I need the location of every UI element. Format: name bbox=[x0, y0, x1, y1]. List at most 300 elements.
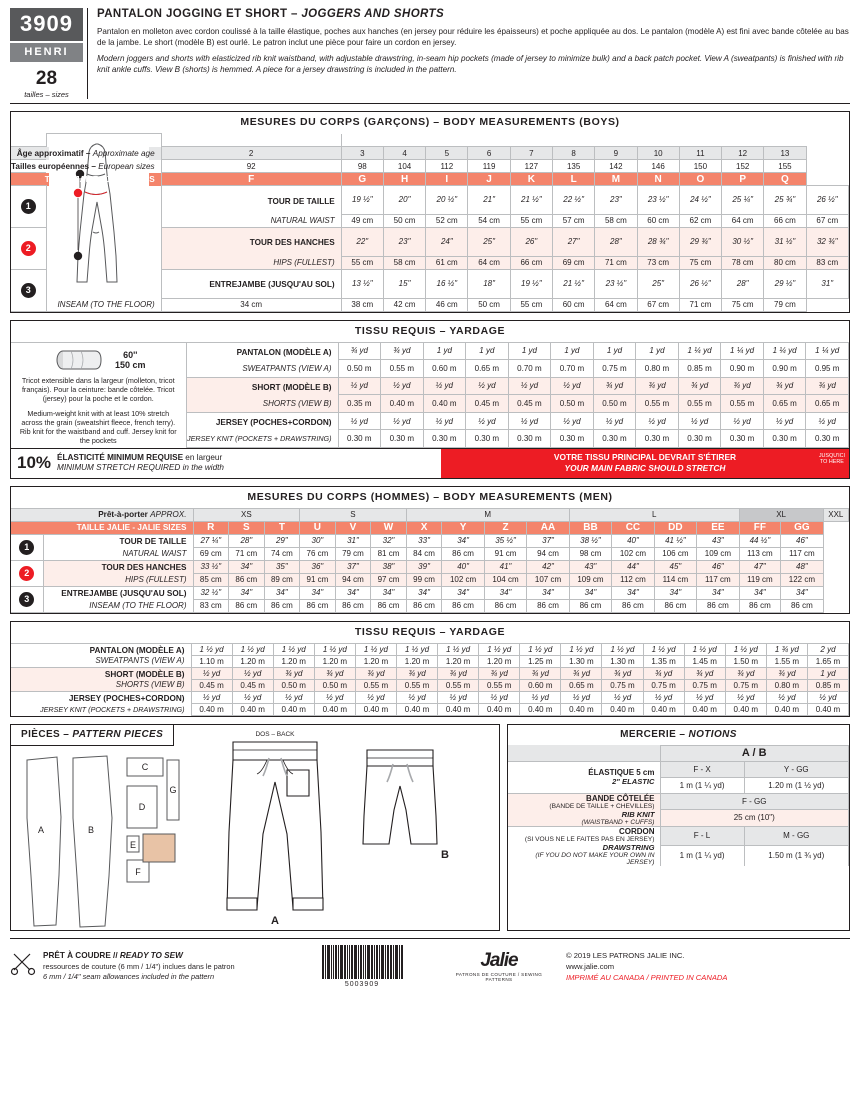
men-jalie-7: Y bbox=[442, 521, 484, 534]
men-jalie-label: TAILLE JALIE - JALIE SIZES bbox=[11, 521, 193, 534]
boys-row-1-label-en: HIPS (FULLEST) bbox=[273, 257, 335, 267]
boys-age-2: 4 bbox=[383, 147, 425, 160]
byard-1-met-7: 0.55 m bbox=[636, 395, 679, 413]
byard-2-met-5: 0.30 m bbox=[551, 430, 594, 448]
boys-jalie-1: G bbox=[341, 173, 383, 186]
boys-jalie-5: K bbox=[510, 173, 552, 186]
myard-2-label-en: JERSEY KNIT (POCKETS + DRAWSTRING) bbox=[39, 704, 185, 714]
men-row-0-imp-3: 30" bbox=[300, 534, 336, 547]
byard-1-label-fr: SHORT (MODÈLE B) bbox=[186, 377, 338, 395]
myard-1-met-6: 0.55 m bbox=[438, 679, 479, 691]
men-row-2-imp-4: 34" bbox=[335, 586, 371, 599]
stretch-percent: 10% bbox=[17, 453, 52, 473]
boys-row-1-imp-5: 27" bbox=[552, 227, 594, 256]
boys-row-2-met-10: 75 cm bbox=[722, 298, 764, 311]
myard-2-met-12: 0.40 m bbox=[684, 703, 725, 715]
notion-0-head-0: F - X bbox=[660, 761, 744, 777]
measure-badge-1: 1 bbox=[21, 199, 36, 214]
men-row-2-met-2: 86 cm bbox=[264, 599, 300, 612]
ready-en: READY TO SEW bbox=[119, 951, 183, 961]
table-row bbox=[11, 573, 849, 586]
table-row bbox=[508, 793, 849, 810]
myard-0-imp-8: 1 ½ yd bbox=[520, 643, 561, 655]
fabric-note-en: Medium-weight knit with at least 10% stretch across the grain (sweatshirt fleece, french terry). Rib knit for the waistband and cuff. Jersey knit for the pockets bbox=[19, 408, 177, 445]
men-measure-badge-2: 2 bbox=[19, 566, 34, 581]
myard-2-imp-14: ½ yd bbox=[766, 691, 807, 703]
men-row-0-imp-14: 44 ½" bbox=[739, 534, 781, 547]
byard-2-met-6: 0.30 m bbox=[593, 430, 636, 448]
men-rtw-4: XL bbox=[739, 508, 823, 521]
myard-2-imp-3: ½ yd bbox=[314, 691, 355, 703]
men-measure-badge-1: 1 bbox=[19, 540, 34, 555]
boys-row-1-met-8: 75 cm bbox=[679, 256, 721, 269]
myard-0-met-5: 1.20 m bbox=[396, 655, 437, 667]
boys-euro-0: 92 bbox=[161, 160, 341, 173]
svg-text:C: C bbox=[141, 761, 149, 772]
men-row-1-imp-12: 45" bbox=[654, 560, 696, 573]
boys-row-2-met-1: 38 cm bbox=[341, 298, 383, 311]
byard-1-met-5: 0.50 m bbox=[551, 395, 594, 413]
myard-1-met-0: 0.45 m bbox=[191, 679, 232, 691]
notion-2-label-en: DRAWSTRING bbox=[602, 842, 655, 852]
notion-2-sub-en: (IF YOU DO NOT MAKE YOUR OWN IN JERSEY) bbox=[535, 851, 655, 866]
boys-row-2-imp-0: 13 ½" bbox=[341, 269, 383, 298]
boys-age-label-fr: Âge approximatif – bbox=[16, 148, 93, 158]
byard-0-imp-7: 1 yd bbox=[636, 342, 679, 360]
myard-1-imp-5: ¾ yd bbox=[396, 667, 437, 679]
men-jalie-4: V bbox=[335, 521, 371, 534]
byard-1-imp-6: ¾ yd bbox=[593, 377, 636, 395]
men-row-1-imp-5: 38" bbox=[371, 560, 407, 573]
notion-1-head-0: F - GG bbox=[660, 793, 849, 810]
boys-row-1-met-1: 58 cm bbox=[383, 256, 425, 269]
notion-1-label-en: RIB KNIT bbox=[621, 809, 655, 819]
pattern-number: 3909 bbox=[10, 8, 83, 41]
byard-1-met-3: 0.45 m bbox=[466, 395, 509, 413]
myard-2-imp-11: ½ yd bbox=[643, 691, 684, 703]
boys-euro-6: 135 bbox=[552, 160, 594, 173]
byard-1-met-11: 0.65 m bbox=[806, 395, 849, 413]
boys-jalie-6: L bbox=[552, 173, 594, 186]
boys-row-1-imp-0: 22" bbox=[341, 227, 383, 256]
men-row-2-imp-1: 34" bbox=[229, 586, 265, 599]
svg-text:A: A bbox=[37, 824, 45, 835]
myard-0-met-2: 1.20 m bbox=[273, 655, 314, 667]
myard-1-imp-3: ¾ yd bbox=[314, 667, 355, 679]
boys-row-1-imp-8: 29 ¾" bbox=[679, 227, 721, 256]
myard-2-met-10: 0.40 m bbox=[602, 703, 643, 715]
myard-0-imp-13: 1 ½ yd bbox=[725, 643, 766, 655]
byard-1-imp-10: ¾ yd bbox=[763, 377, 806, 395]
barcode-number: 5003909 bbox=[344, 980, 380, 988]
byard-0-met-8: 0.85 m bbox=[678, 360, 721, 378]
boys-row-0-met-6: 58 cm bbox=[595, 214, 637, 227]
men-rtw-2: M bbox=[406, 508, 569, 521]
men-row-1-imp-6: 39" bbox=[406, 560, 442, 573]
men-yardage-title: TISSU REQUIS – YARDAGE bbox=[354, 625, 506, 638]
myard-2-imp-10: ½ yd bbox=[602, 691, 643, 703]
header-right bbox=[88, 8, 850, 99]
boys-jalie-9: O bbox=[679, 173, 721, 186]
notion-1-label-fr: BANDE CÔTELÉE bbox=[586, 793, 655, 803]
myard-0-imp-4: 1 ½ yd bbox=[355, 643, 396, 655]
men-row-0-met-6: 84 cm bbox=[406, 547, 442, 560]
notions-table bbox=[508, 745, 849, 866]
boys-jalie-7: M bbox=[595, 173, 637, 186]
men-row-0-met-14: 113 cm bbox=[739, 547, 781, 560]
men-row-1-met-7: 102 cm bbox=[442, 573, 484, 586]
men-row-2-met-12: 86 cm bbox=[654, 599, 696, 612]
pieces-title-fr: PIÈCES – bbox=[21, 728, 73, 740]
table-row bbox=[11, 586, 849, 599]
byard-2-imp-7: ½ yd bbox=[636, 412, 679, 430]
notion-2-sub-fr: (SI VOUS NE LE FAITES PAS EN JERSEY) bbox=[524, 835, 655, 843]
byard-1-met-2: 0.40 m bbox=[423, 395, 466, 413]
notions-ab-label: A / B bbox=[660, 745, 849, 761]
ready-to-sew bbox=[10, 950, 280, 981]
boys-age-6: 8 bbox=[552, 147, 594, 160]
myard-0-met-1: 1.20 m bbox=[232, 655, 273, 667]
myard-1-met-4: 0.55 m bbox=[355, 679, 396, 691]
boys-row-2-imp-8: 26 ½" bbox=[679, 269, 721, 298]
men-rtw-row bbox=[11, 508, 849, 521]
notions-ab-row bbox=[508, 745, 849, 761]
byard-2-met-9: 0.30 m bbox=[721, 430, 764, 448]
men-row-2-imp-12: 34" bbox=[654, 586, 696, 599]
men-row-1-met-6: 99 cm bbox=[406, 573, 442, 586]
myard-0-imp-12: 1 ½ yd bbox=[684, 643, 725, 655]
boys-row-1-imp-10: 31 ½" bbox=[764, 227, 806, 256]
boys-row-1-imp-9: 30 ½" bbox=[722, 227, 764, 256]
byard-0-met-11: 0.95 m bbox=[806, 360, 849, 378]
notion-0-head-1: Y - GG bbox=[744, 761, 848, 777]
men-row-1-met-0: 85 cm bbox=[193, 573, 229, 586]
myard-1-imp-7: ¾ yd bbox=[479, 667, 520, 679]
myard-1-imp-11: ¾ yd bbox=[643, 667, 684, 679]
byard-1-met-8: 0.55 m bbox=[678, 395, 721, 413]
boys-row-2-met-5: 55 cm bbox=[510, 298, 552, 311]
byard-0-imp-1: ¾ yd bbox=[381, 342, 424, 360]
pattern-name: HENRI bbox=[10, 43, 83, 62]
men-row-0-met-5: 81 cm bbox=[371, 547, 407, 560]
boys-row-2-imp-11: 31" bbox=[806, 269, 848, 298]
boys-row-2-met-0: 34 cm bbox=[161, 298, 341, 311]
boys-euro-5: 127 bbox=[510, 160, 552, 173]
myard-2-met-6: 0.40 m bbox=[438, 703, 479, 715]
seam-fr: ressources de couture (6 mm / 1/4") inclues dans le patron bbox=[43, 961, 235, 971]
boys-row-2-label-en: INSEAM (TO THE FLOOR) bbox=[57, 299, 155, 309]
men-row-0-imp-11: 40" bbox=[612, 534, 654, 547]
boys-measurements-block bbox=[10, 111, 850, 313]
myard-1-imp-4: ¾ yd bbox=[355, 667, 396, 679]
notion-2-head-1: M - GG bbox=[744, 826, 848, 846]
description-fr: Pantalon en molleton avec cordon coulissé à la taille élastique, poches aux hanches (en jersey pour réduire les épaisseurs) et poche appliquée au dos. Le pantalon (modèle A) est fini avec bande côtelée au bas de la jambe. Le short (modèle B) est ourlé. Le patron inclut une pièce pour faire un cordon en jersey. bbox=[97, 27, 849, 47]
men-row-2-imp-0: 32 ½" bbox=[193, 586, 229, 599]
boys-row-0-imp-8: 24 ½" bbox=[679, 186, 721, 215]
myard-0-met-13: 1.50 m bbox=[725, 655, 766, 667]
myard-2-met-14: 0.40 m bbox=[766, 703, 807, 715]
boys-row-1-met-4: 66 cm bbox=[510, 256, 552, 269]
men-row-0-met-15: 117 cm bbox=[781, 547, 823, 560]
men-row-0-met-12: 106 cm bbox=[654, 547, 696, 560]
boys-jalie-10: P bbox=[722, 173, 764, 186]
table-row bbox=[11, 679, 849, 691]
byard-1-met-4: 0.45 m bbox=[508, 395, 551, 413]
svg-text:G: G bbox=[169, 784, 177, 795]
men-row-2-met-10: 86 cm bbox=[569, 599, 611, 612]
boys-age-5: 7 bbox=[510, 147, 552, 160]
men-row-0-imp-12: 41 ½" bbox=[654, 534, 696, 547]
boys-age-4: 6 bbox=[468, 147, 510, 160]
boys-row-2-met-9: 71 cm bbox=[679, 298, 721, 311]
table-row bbox=[11, 691, 849, 703]
men-jalie-8: Z bbox=[484, 521, 526, 534]
men-row-2-met-13: 86 cm bbox=[697, 599, 739, 612]
joggers-illustration bbox=[205, 728, 345, 928]
boys-measurements-table bbox=[11, 133, 849, 312]
boys-row-1-imp-6: 28" bbox=[595, 227, 637, 256]
myard-2-imp-6: ½ yd bbox=[438, 691, 479, 703]
boys-row-0-met-8: 62 cm bbox=[679, 214, 721, 227]
men-row-1-imp-11: 44" bbox=[612, 560, 654, 573]
men-measure-badge-3: 3 bbox=[19, 592, 34, 607]
men-measurements-table bbox=[11, 508, 849, 613]
boys-row-2-met-6: 60 cm bbox=[552, 298, 594, 311]
men-rtw-3: L bbox=[569, 508, 739, 521]
logo-text: Jalie bbox=[480, 950, 518, 971]
myard-2-met-7: 0.40 m bbox=[479, 703, 520, 715]
men-row-0-imp-0: 27 ¼" bbox=[193, 534, 229, 547]
svg-text:D: D bbox=[138, 801, 146, 812]
notion-2-val-1: 1.50 m (1 ¾ yd) bbox=[744, 846, 848, 866]
boys-row-2-imp-5: 21 ½" bbox=[552, 269, 594, 298]
myard-2-imp-9: ½ yd bbox=[561, 691, 602, 703]
notion-2-val-0: 1 m (1 ¼ yd) bbox=[660, 846, 744, 866]
myard-0-met-15: 1.65 m bbox=[807, 655, 848, 667]
myard-0-label-en: SWEATPANTS (VIEW A) bbox=[95, 656, 185, 666]
myard-2-imp-15: ½ yd bbox=[807, 691, 848, 703]
boys-row-2-met-4: 50 cm bbox=[468, 298, 510, 311]
men-row-2-imp-2: 34" bbox=[264, 586, 300, 599]
boys-row-2-met-2: 42 cm bbox=[383, 298, 425, 311]
men-jalie-row bbox=[11, 521, 849, 534]
men-row-0-met-7: 86 cm bbox=[442, 547, 484, 560]
men-row-1-imp-10: 43" bbox=[569, 560, 611, 573]
boys-row-0-imp-2: 20 ½" bbox=[426, 186, 468, 215]
boys-euro-label-en: European sizes bbox=[98, 161, 155, 171]
byard-2-imp-2: ½ yd bbox=[423, 412, 466, 430]
byard-1-met-0: 0.35 m bbox=[338, 395, 381, 413]
men-row-0-met-4: 79 cm bbox=[335, 547, 371, 560]
men-row-1-imp-4: 37" bbox=[335, 560, 371, 573]
men-row-1-imp-2: 35" bbox=[264, 560, 300, 573]
byard-2-imp-10: ½ yd bbox=[763, 412, 806, 430]
myard-1-met-2: 0.50 m bbox=[273, 679, 314, 691]
men-jalie-9: AA bbox=[527, 521, 569, 534]
byard-0-imp-2: 1 yd bbox=[423, 342, 466, 360]
stretch-en: MINIMUM STRETCH REQUIRED in the width bbox=[57, 463, 224, 473]
men-rtw-label-en: APPROX. bbox=[150, 510, 187, 519]
bottom-section bbox=[10, 724, 850, 931]
boys-row-2-imp-10: 29 ½" bbox=[764, 269, 806, 298]
men-row-2-met-3: 86 cm bbox=[300, 599, 336, 612]
boys-age-1: 3 bbox=[341, 147, 383, 160]
boys-euro-10: 152 bbox=[722, 160, 764, 173]
myard-0-imp-5: 1 ½ yd bbox=[396, 643, 437, 655]
men-row-2-met-5: 86 cm bbox=[371, 599, 407, 612]
myard-1-met-15: 0.85 m bbox=[807, 679, 848, 691]
footer bbox=[10, 938, 850, 988]
men-jalie-6: X bbox=[406, 521, 442, 534]
boys-row-1-met-5: 69 cm bbox=[552, 256, 594, 269]
men-row-2-label-en: INSEAM (TO THE FLOOR) bbox=[89, 600, 187, 610]
byard-0-imp-8: 1 ¼ yd bbox=[678, 342, 721, 360]
byard-2-imp-9: ½ yd bbox=[721, 412, 764, 430]
byard-2-met-0: 0.30 m bbox=[338, 430, 381, 448]
boys-row-0-imp-3: 21" bbox=[468, 186, 510, 215]
boys-row-2-met-11: 79 cm bbox=[764, 298, 806, 311]
description-en: Modern joggers and shorts with elasticized rib knit waistband, with adjustable drawstring, in-seam hip pockets (made of jersey to minimize bulk) and a back patch pocket. View A (sweatpants) is finished with rib knit ankle cuffs. View B (shorts) is hemmed. A piece for a jersey drawstring is included in the pattern. bbox=[97, 54, 844, 75]
byard-2-label-en: JERSEY KNIT (POCKETS + DRAWSTRING) bbox=[186, 433, 332, 443]
boys-measurements-title: MESURES DU CORPS (GARÇONS) – BODY MEASUREMENTS (BOYS) bbox=[240, 116, 620, 128]
boys-age-3: 5 bbox=[426, 147, 468, 160]
notion-0-val-0: 1 m (1 ¼ yd) bbox=[660, 777, 744, 793]
stretch-marker-en: TO HERE bbox=[819, 459, 844, 466]
myard-0-imp-11: 1 ½ yd bbox=[643, 643, 684, 655]
byard-2-met-8: 0.30 m bbox=[678, 430, 721, 448]
myard-2-met-11: 0.40 m bbox=[643, 703, 684, 715]
myard-0-imp-3: 1 ½ yd bbox=[314, 643, 355, 655]
barcode bbox=[292, 945, 432, 988]
men-jalie-5: W bbox=[371, 521, 407, 534]
stretch-left bbox=[11, 449, 441, 478]
notions-panel bbox=[507, 724, 850, 931]
shorts-illustration bbox=[345, 740, 455, 900]
myard-0-imp-14: 1 ¾ yd bbox=[766, 643, 807, 655]
boys-row-0-label-en: NATURAL WAIST bbox=[270, 216, 335, 226]
stretch-bar bbox=[11, 448, 849, 478]
myard-0-met-7: 1.20 m bbox=[479, 655, 520, 667]
men-jalie-2: T bbox=[264, 521, 300, 534]
myard-2-imp-8: ½ yd bbox=[520, 691, 561, 703]
men-row-2-imp-8: 34" bbox=[484, 586, 526, 599]
byard-1-met-10: 0.65 m bbox=[763, 395, 806, 413]
men-row-0-imp-2: 29" bbox=[264, 534, 300, 547]
myard-1-met-14: 0.80 m bbox=[766, 679, 807, 691]
myard-0-met-0: 1.10 m bbox=[191, 655, 232, 667]
boys-row-0-imp-1: 20" bbox=[383, 186, 425, 215]
myard-0-met-4: 1.20 m bbox=[355, 655, 396, 667]
table-row bbox=[11, 134, 849, 147]
table-row bbox=[11, 655, 849, 667]
boys-row-0-met-5: 57 cm bbox=[552, 214, 594, 227]
table-row bbox=[11, 534, 849, 547]
website[interactable]: www.jalie.com bbox=[566, 961, 615, 971]
boys-row-1-imp-1: 23" bbox=[383, 227, 425, 256]
myard-1-met-12: 0.75 m bbox=[684, 679, 725, 691]
men-row-1-label-fr: TOUR DES HANCHES bbox=[43, 560, 193, 573]
byard-0-label-en: SWEATPANTS (VIEW A) bbox=[242, 363, 332, 373]
stretch-fr-bold: ÉLASTICITÉ MINIMUM REQUISE bbox=[57, 453, 184, 462]
myard-2-met-8: 0.40 m bbox=[520, 703, 561, 715]
men-jalie-10: BB bbox=[569, 521, 611, 534]
myard-0-label-fr: PANTALON (MODÈLE A) bbox=[11, 643, 191, 655]
men-row-2-met-11: 86 cm bbox=[612, 599, 654, 612]
men-row-0-met-9: 94 cm bbox=[527, 547, 569, 560]
men-row-2-met-1: 86 cm bbox=[229, 599, 265, 612]
myard-2-met-15: 0.40 m bbox=[807, 703, 848, 715]
myard-2-imp-4: ½ yd bbox=[355, 691, 396, 703]
measure-badge-3: 3 bbox=[21, 283, 36, 298]
boys-jalie-label: TAILLE JALIE - JALIE SIZES bbox=[11, 173, 161, 186]
byard-0-met-4: 0.70 m bbox=[508, 360, 551, 378]
stretch-marker-fr: JUSQU'ICI bbox=[818, 453, 845, 459]
myard-0-imp-0: 1 ½ yd bbox=[191, 643, 232, 655]
boys-row-1-imp-4: 26" bbox=[510, 227, 552, 256]
notion-1-val-0: 25 cm (10") bbox=[660, 810, 849, 827]
men-row-1-met-4: 94 cm bbox=[335, 573, 371, 586]
myard-1-label-fr: SHORT (MODÈLE B) bbox=[11, 667, 191, 679]
byard-0-imp-6: 1 yd bbox=[593, 342, 636, 360]
men-row-1-label-en: HIPS (FULLEST) bbox=[125, 574, 187, 584]
title-en: JOGGERS AND SHORTS bbox=[301, 8, 445, 20]
myard-2-imp-0: ½ yd bbox=[191, 691, 232, 703]
table-row bbox=[11, 342, 849, 360]
men-row-1-met-12: 114 cm bbox=[654, 573, 696, 586]
men-row-1-met-13: 117 cm bbox=[697, 573, 739, 586]
men-row-1-met-8: 104 cm bbox=[484, 573, 526, 586]
men-row-0-imp-6: 33" bbox=[406, 534, 442, 547]
myard-0-imp-7: 1 ½ yd bbox=[479, 643, 520, 655]
page-title bbox=[97, 8, 850, 20]
byard-0-label-fr: PANTALON (MODÈLE A) bbox=[186, 342, 338, 360]
men-row-2-imp-14: 34" bbox=[739, 586, 781, 599]
stretch-banner bbox=[441, 449, 849, 478]
copyright: © 2019 LES PATRONS JALIE INC. bbox=[566, 950, 685, 960]
header bbox=[10, 8, 850, 104]
byard-1-imp-0: ½ yd bbox=[338, 377, 381, 395]
myard-0-imp-1: 1 ½ yd bbox=[232, 643, 273, 655]
boys-row-1-met-7: 73 cm bbox=[637, 256, 679, 269]
header-left bbox=[10, 8, 88, 99]
myard-0-met-9: 1.30 m bbox=[561, 655, 602, 667]
notion-1-sub-fr: (BANDE DE TAILLE + CHEVILLES) bbox=[549, 802, 655, 810]
byard-2-imp-4: ½ yd bbox=[508, 412, 551, 430]
boys-row-2-label-fr: ENTREJAMBE (JUSQU'AU SOL) bbox=[209, 280, 335, 290]
myard-0-met-10: 1.30 m bbox=[602, 655, 643, 667]
myard-2-met-4: 0.40 m bbox=[355, 703, 396, 715]
byard-2-met-7: 0.30 m bbox=[636, 430, 679, 448]
myard-1-imp-15: 1 yd bbox=[807, 667, 848, 679]
myard-1-met-1: 0.45 m bbox=[232, 679, 273, 691]
boys-euro-11: 155 bbox=[764, 160, 806, 173]
myard-0-imp-6: 1 ½ yd bbox=[438, 643, 479, 655]
men-row-2-met-6: 86 cm bbox=[406, 599, 442, 612]
myard-0-met-11: 1.35 m bbox=[643, 655, 684, 667]
logo-subtitle: PATRONS DE COUTURE / SEWING PATTERNS bbox=[455, 972, 543, 982]
measure-badge-2: 2 bbox=[21, 241, 36, 256]
men-row-0-met-11: 102 cm bbox=[612, 547, 654, 560]
byard-1-met-1: 0.40 m bbox=[381, 395, 424, 413]
men-row-0-imp-4: 31" bbox=[335, 534, 371, 547]
myard-2-met-1: 0.40 m bbox=[232, 703, 273, 715]
myard-2-met-3: 0.40 m bbox=[314, 703, 355, 715]
myard-1-met-7: 0.55 m bbox=[479, 679, 520, 691]
boys-jalie-2: H bbox=[383, 173, 425, 186]
pattern-pieces-title bbox=[11, 725, 174, 746]
table-row bbox=[11, 560, 849, 573]
sizes-count: 28 bbox=[35, 68, 58, 89]
